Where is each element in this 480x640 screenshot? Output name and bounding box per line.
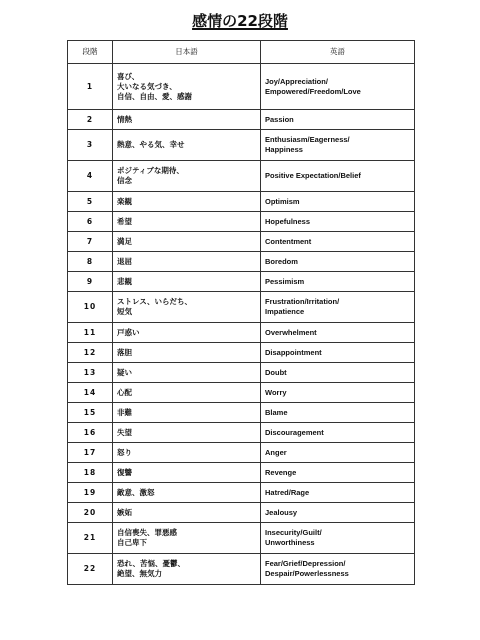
stage-number: 3 — [68, 130, 113, 161]
emotion-japanese: 自信喪失、罪悪感 自己卑下 — [113, 523, 261, 554]
table-row — [68, 212, 415, 232]
emotion-japanese: 戸惑い — [113, 323, 261, 343]
stage-number: 11 — [68, 323, 113, 343]
emotion-japanese: 心配 — [113, 383, 261, 403]
stage-number: 4 — [68, 161, 113, 192]
table-row — [68, 192, 415, 212]
emotion-japanese: ストレス、いらだち、 短気 — [113, 292, 261, 323]
emotion-japanese: 敵意、激怒 — [113, 483, 261, 503]
emotion-japanese: 喜び、 大いなる気づき、 自信、自由、愛、感謝 — [113, 64, 261, 110]
stage-number: 18 — [68, 463, 113, 483]
table-row — [68, 323, 415, 343]
stage-number: 22 — [68, 554, 113, 585]
emotion-japanese: ポジティブな期待、 信念 — [113, 161, 261, 192]
emotion-stages-table — [67, 40, 415, 585]
emotion-english: Revenge — [261, 463, 415, 483]
emotion-english: Disappointment — [261, 343, 415, 363]
stage-number: 20 — [68, 503, 113, 523]
emotion-japanese: 非難 — [113, 403, 261, 423]
table-row — [68, 64, 415, 110]
emotion-japanese: 悲観 — [113, 272, 261, 292]
table-row — [68, 483, 415, 503]
emotion-english: Hatred/Rage — [261, 483, 415, 503]
table-row — [68, 554, 415, 585]
page-title-text: 感情の22段階 — [192, 12, 288, 30]
table-row — [68, 110, 415, 130]
stage-number: 7 — [68, 232, 113, 252]
table-row — [68, 252, 415, 272]
stage-number: 2 — [68, 110, 113, 130]
emotion-english: Insecurity/Guilt/ Unworthiness — [261, 523, 415, 554]
emotion-english: Worry — [261, 383, 415, 403]
page-title — [0, 12, 480, 30]
emotion-english: Contentment — [261, 232, 415, 252]
table-row — [68, 463, 415, 483]
emotion-japanese: 希望 — [113, 212, 261, 232]
emotion-japanese: 楽観 — [113, 192, 261, 212]
stage-number: 5 — [68, 192, 113, 212]
stage-number: 13 — [68, 363, 113, 383]
emotion-english: Jealousy — [261, 503, 415, 523]
emotion-japanese: 退屈 — [113, 252, 261, 272]
table-row — [68, 443, 415, 463]
stage-number: 14 — [68, 383, 113, 403]
emotion-english: Joy/Appreciation/ Empowered/Freedom/Love — [261, 64, 415, 110]
stage-number: 21 — [68, 523, 113, 554]
table-row — [68, 423, 415, 443]
stage-number: 12 — [68, 343, 113, 363]
stage-number: 6 — [68, 212, 113, 232]
header-stage: 段階 — [68, 41, 113, 64]
table-row — [68, 503, 415, 523]
emotion-japanese: 満足 — [113, 232, 261, 252]
emotion-english: Fear/Grief/Depression/ Despair/Powerlessness — [261, 554, 415, 585]
table-row — [68, 343, 415, 363]
table-header-row — [68, 41, 415, 64]
table-row — [68, 292, 415, 323]
emotion-english: Optimism — [261, 192, 415, 212]
emotion-english: Anger — [261, 443, 415, 463]
emotion-japanese: 怒り — [113, 443, 261, 463]
emotion-japanese: 熱意、やる気、幸せ — [113, 130, 261, 161]
table-row — [68, 403, 415, 423]
table-row — [68, 363, 415, 383]
stage-number: 8 — [68, 252, 113, 272]
emotion-japanese: 落胆 — [113, 343, 261, 363]
emotion-japanese: 失望 — [113, 423, 261, 443]
emotion-english: Boredom — [261, 252, 415, 272]
emotion-english: Frustration/Irritation/ Impatience — [261, 292, 415, 323]
emotion-japanese: 疑い — [113, 363, 261, 383]
header-japanese: 日本語 — [113, 41, 261, 64]
emotion-english: Doubt — [261, 363, 415, 383]
stage-number: 9 — [68, 272, 113, 292]
stage-number: 1 — [68, 64, 113, 110]
table-row — [68, 383, 415, 403]
stage-number: 10 — [68, 292, 113, 323]
table-row — [68, 523, 415, 554]
table-row — [68, 130, 415, 161]
stage-number: 15 — [68, 403, 113, 423]
table-row — [68, 161, 415, 192]
stage-number: 16 — [68, 423, 113, 443]
emotion-english: Enthusiasm/Eagerness/ Happiness — [261, 130, 415, 161]
emotion-english: Passion — [261, 110, 415, 130]
emotion-english: Positive Expectation/Belief — [261, 161, 415, 192]
stage-number: 19 — [68, 483, 113, 503]
stage-number: 17 — [68, 443, 113, 463]
emotion-english: Overwhelment — [261, 323, 415, 343]
emotion-english: Hopefulness — [261, 212, 415, 232]
table-row — [68, 272, 415, 292]
table-row — [68, 232, 415, 252]
emotion-japanese: 恐れ、苦悩、憂鬱、 絶望、無気力 — [113, 554, 261, 585]
emotion-english: Pessimism — [261, 272, 415, 292]
emotion-english: Discouragement — [261, 423, 415, 443]
emotion-japanese: 嫉妬 — [113, 503, 261, 523]
emotion-english: Blame — [261, 403, 415, 423]
emotion-japanese: 復讐 — [113, 463, 261, 483]
header-english: 英語 — [261, 41, 415, 64]
emotion-japanese: 情熱 — [113, 110, 261, 130]
